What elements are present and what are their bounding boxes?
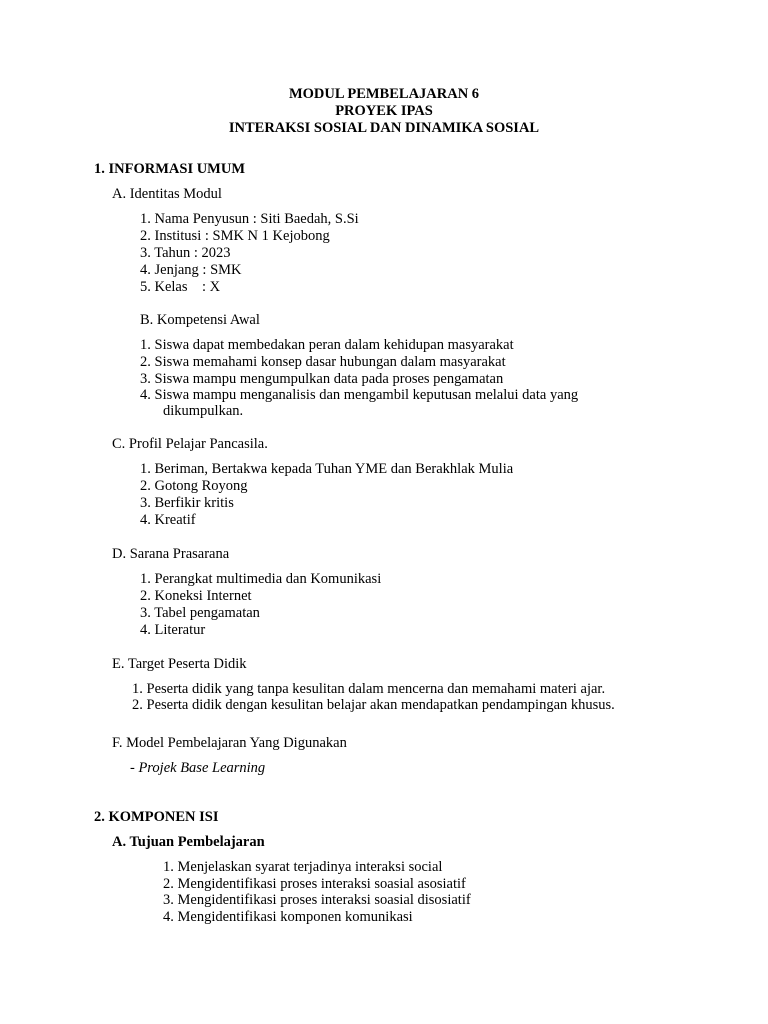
module-title: MODUL PEMBELAJARAN 6	[288, 86, 480, 102]
list-item: 1. Beriman, Bertakwa kepada Tuhan YME dan Berakhlak Mulia	[140, 461, 514, 477]
list-item: 4. Siswa mampu menganalisis dan mengambil keputusan melalui data yang	[140, 387, 579, 403]
profil-heading: C. Profil Pelajar Pancasila.	[112, 436, 268, 452]
list-item: 3. Siswa mampu mengumpulkan data pada proses pengamatan	[140, 371, 504, 387]
list-item: 4. Mengidentifikasi komponen komunikasi	[163, 909, 413, 925]
list-item: 4. Jenjang : SMK	[140, 262, 242, 278]
list-item: 3. Mengidentifikasi proses interaksi soasial disosiatif	[163, 892, 471, 908]
list-item: 2. Peserta didik dengan kesulitan belajar akan mendapatkan pendampingan khusus.	[132, 697, 615, 713]
list-item: 2. Mengidentifikasi proses interaksi soasial asosiatif	[163, 876, 466, 892]
list-item: 3. Berfikir kritis	[140, 495, 234, 511]
section2-heading: 2. KOMPONEN ISI	[94, 809, 219, 825]
list-item-continuation: dikumpulkan.	[163, 403, 244, 419]
list-item: 3. Tahun : 2023	[140, 245, 231, 261]
list-item: 1. Peserta didik yang tanpa kesulitan dalam mencerna dan memahami materi ajar.	[132, 681, 606, 697]
list-item: 2. Institusi : SMK N 1 Kejobong	[140, 228, 330, 244]
list-item: 1. Nama Penyusun : Siti Baedah, S.Si	[140, 211, 359, 227]
list-item: 5. Kelas : X	[140, 279, 221, 295]
list-item: 1. Perangkat multimedia dan Komunikasi	[140, 571, 382, 587]
target-heading: E. Target Peserta Didik	[112, 656, 247, 672]
section1-heading: 1. INFORMASI UMUM	[94, 161, 246, 177]
model-item: - Projek Base Learning	[130, 760, 266, 776]
list-item: 1. Menjelaskan syarat terjadinya interaksi social	[163, 859, 443, 875]
list-item: 4. Literatur	[140, 622, 206, 638]
sarana-heading: D. Sarana Prasarana	[112, 546, 230, 562]
model-heading: F. Model Pembelajaran Yang Digunakan	[112, 735, 347, 751]
project-title: PROYEK IPAS	[335, 103, 433, 119]
list-item: 2. Koneksi Internet	[140, 588, 252, 604]
list-item: 2. Siswa memahami konsep dasar hubungan dalam masyarakat	[140, 354, 506, 370]
tujuan-heading: A. Tujuan Pembelajaran	[112, 834, 265, 850]
list-item: 4. Kreatif	[140, 512, 196, 528]
identitas-heading: A. Identitas Modul	[112, 186, 222, 202]
list-item: 2. Gotong Royong	[140, 478, 248, 494]
topic-title: INTERAKSI SOSIAL DAN DINAMIKA SOSIAL	[228, 120, 540, 136]
kompetensi-heading: B. Kompetensi Awal	[140, 312, 260, 328]
list-item: 3. Tabel pengamatan	[140, 605, 260, 621]
list-item: 1. Siswa dapat membedakan peran dalam kehidupan masyarakat	[140, 337, 514, 353]
